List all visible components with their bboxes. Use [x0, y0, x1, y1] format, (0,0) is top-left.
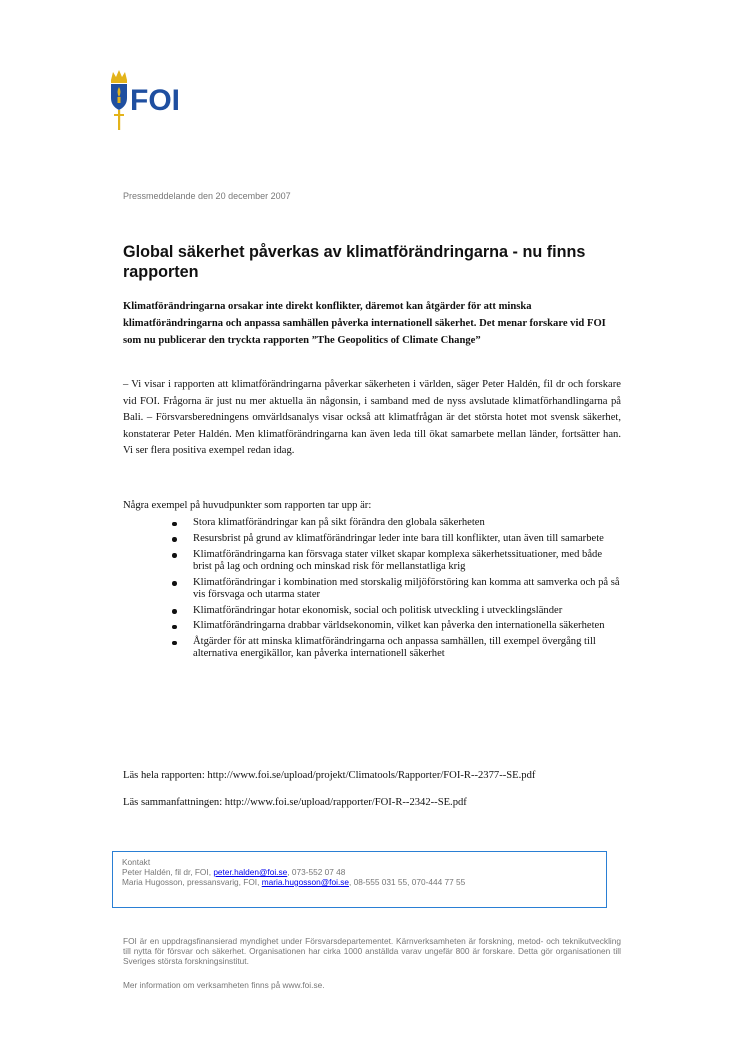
list-item-text: Klimatförändringar hotar ekonomisk, social och politisk utveckling i utvecklingsländer	[193, 604, 563, 616]
list-item	[160, 620, 620, 632]
bullet-icon	[172, 581, 177, 586]
contact-person-1-info: Peter Haldén, fil dr, FOI,	[122, 867, 214, 877]
list-item-text: Klimatförändringar i kombination med storskalig miljöförstöring kan komma att samverka och på så vis försvaga och utarma stater	[193, 576, 620, 600]
lead-paragraph: Klimatförändringarna orsakar inte direkt konflikter, däremot kan åtgärder för att minska klimatförändringarna och anpassa samhällen påverka internationell säkerhet. Det menar forskare vid FOI som nu publicerar den tryckta rapporten ”The Geopolitics of Climate Change”	[123, 301, 606, 346]
list-item	[160, 533, 620, 545]
full-report-link[interactable]: Läs hela rapporten: http://www.foi.se/upload/projekt/Climatools/Rapporter/FOI-R--2377--SE.pdf	[123, 770, 536, 781]
list-item	[160, 636, 620, 660]
bullet-icon	[172, 625, 177, 630]
footer-more-info: Mer information om verksamheten finns på www.foi.se.	[123, 980, 325, 990]
bullet-icon	[172, 553, 177, 558]
email-link-peter[interactable]: peter.halden@foi.se	[213, 867, 288, 877]
body-paragraph: – Vi visar i rapporten att klimatförändringarna påverkar säkerheten i världen, säger Peter Haldén, fil dr och forskare vid FOI. Frågorna är just nu mer aktuella än någonsin, i samband med de nyss avslutade klimatförhandlingarna på Bali. – Försvarsberedningens omvärldsanalys visar också att klimatfrågan är det största hotet mot svensk säkerhet, konstaterar Peter Haldén. Men klimatförändringarna kan även leda till ökat samarbete mellan länder, fortsätter han. Vi ser flera positiva exempel redan idag.	[123, 379, 621, 456]
list-item	[160, 549, 620, 573]
contact-person-1-phone: , 073-552 07 48	[287, 867, 346, 877]
page-title: Global säkerhet påverkas av klimatförändringarna - nu finns rapporten	[123, 243, 586, 281]
crown-torch-emblem-icon	[108, 66, 208, 134]
contact-box	[112, 851, 607, 908]
list-item-text: Åtgärder för att minska klimatförändringarna och anpassa samhällen, till exempel övergång till alternativa energikällor, kan påverka internationell säkerhet	[193, 636, 596, 660]
contact-person-2-info: Maria Hugosson, pressansvarig, FOI,	[122, 877, 262, 887]
logo-text: FOI	[130, 84, 180, 117]
list-item-text: Klimatförändringarna drabbar världsekonomin, vilket kan påverka den internationella säkerheten	[193, 620, 605, 632]
dateline: Pressmeddelande den 20 december 2007	[123, 191, 291, 201]
key-points-list	[160, 517, 620, 664]
contact-person-2-phone: , 08-555 031 55, 070-444 77 55	[349, 877, 466, 887]
list-item	[160, 605, 620, 617]
list-item-text: Resursbrist på grund av klimatförändringar leder inte bara till konflikter, utan även till samarbete	[193, 532, 604, 544]
bullet-icon	[172, 609, 177, 614]
bullet-icon	[172, 641, 177, 646]
contact-person-2	[122, 877, 597, 887]
list-item-text: Klimatförändringarna kan försvaga stater vilket skapar komplexa säkerhetssituationer, med både brist på lag och ordning och minskad risk för mellanstatliga krig	[193, 548, 603, 572]
email-link-maria[interactable]: maria.hugosson@foi.se	[261, 877, 350, 887]
bullet-icon	[172, 537, 177, 542]
bullets-intro: Några exempel på huvudpunkter som rapporten tar upp är:	[123, 500, 372, 511]
bullet-icon	[172, 522, 177, 527]
summary-link[interactable]: Läs sammanfattningen: http://www.foi.se/upload/rapporter/FOI-R--2342--SE.pdf	[123, 797, 467, 808]
contact-person-1	[122, 867, 597, 877]
list-item	[160, 517, 620, 529]
footer-about: FOI är en uppdragsfinansierad myndighet under Försvarsdepartementet. Kärnverksamheten är forskning, metod- och teknikutveckling till nytta för försvar och säkerhet. Organisationen har cirka 1000 anställda varav ungefär 800 är forskare. Detta gör organisationen till Sveriges största forskningsinstitut.	[123, 936, 621, 966]
contact-heading: Kontakt	[122, 857, 151, 867]
foi-logo	[108, 66, 208, 134]
list-item-text: Stora klimatförändringar kan på sikt förändra den globala säkerheten	[193, 517, 485, 528]
list-item	[160, 577, 620, 601]
